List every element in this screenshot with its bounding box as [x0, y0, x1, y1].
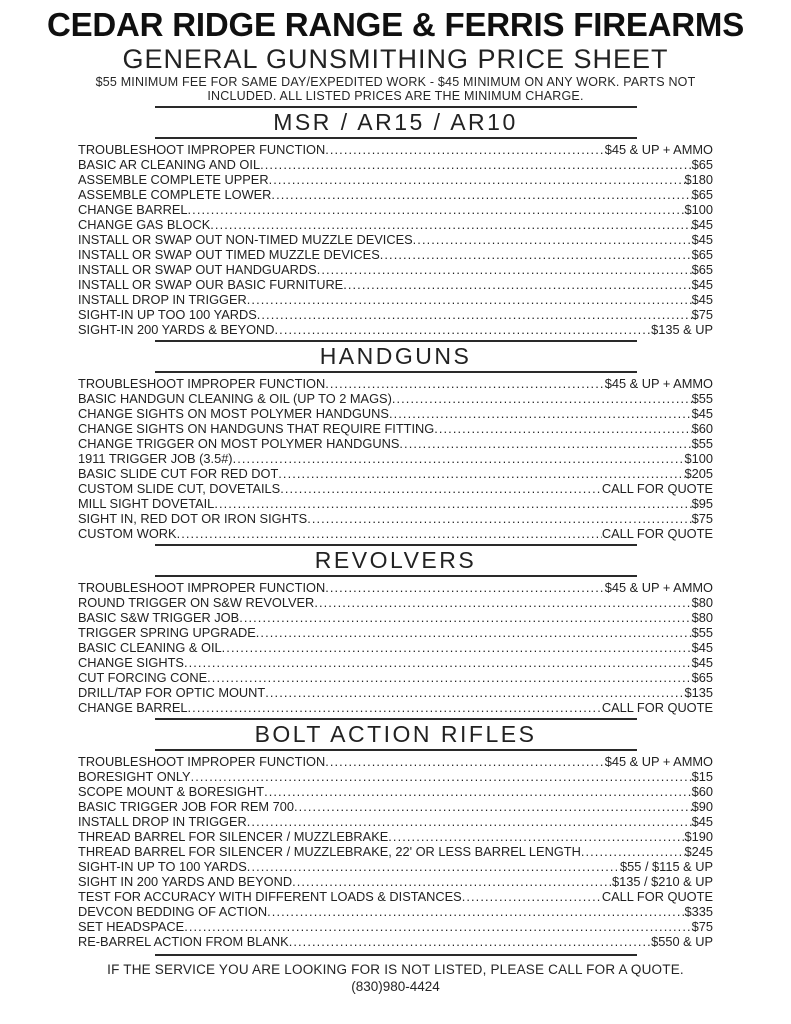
- price-row: [78, 172, 713, 187]
- service-price: $90: [691, 799, 713, 814]
- page-subtitle: GENERAL GUNSMITHING PRICE SHEET: [122, 44, 669, 74]
- sections: [0, 106, 791, 949]
- service-price: $80: [691, 610, 713, 625]
- service-name: DRILL/TAP FOR OPTIC MOUNT: [78, 685, 266, 700]
- service-price: $65: [691, 157, 713, 172]
- dot-leader: [264, 784, 692, 799]
- price-row: [78, 685, 713, 700]
- service-name: TRIGGER SPRING UPGRADE: [78, 625, 256, 640]
- service-price: $75: [691, 307, 713, 322]
- dot-leader: [184, 655, 692, 670]
- service-price: $135: [684, 685, 713, 700]
- dot-leader: [247, 859, 620, 874]
- service-name: BORESIGHT ONLY: [78, 769, 191, 784]
- service-price: $135 / $210 & UP: [611, 874, 713, 889]
- service-price: $55: [691, 436, 713, 451]
- dot-leader: [399, 436, 691, 451]
- service-price: $15: [691, 769, 713, 784]
- section-heading: MSR / AR15 / AR10: [273, 109, 518, 135]
- price-row: [78, 421, 713, 436]
- service-name: CHANGE SIGHTS ON MOST POLYMER HANDGUNS: [78, 406, 389, 421]
- dot-leader: [271, 187, 691, 202]
- dot-leader: [278, 466, 684, 481]
- service-name: SIGHT-IN UP TO 100 YARDS: [78, 859, 247, 874]
- service-name: SIGHT-IN 200 YARDS & BEYOND: [78, 322, 275, 337]
- footer: [0, 954, 791, 996]
- service-price: $335: [684, 904, 713, 919]
- dot-leader: [247, 814, 692, 829]
- service-name: BASIC HANDGUN CLEANING & OIL (UP TO 2 MAGS): [78, 391, 392, 406]
- price-row: [78, 232, 713, 247]
- service-name: ASSEMBLE COMPLETE LOWER: [78, 187, 272, 202]
- service-name: TROUBLESHOOT IMPROPER FUNCTION: [78, 376, 326, 391]
- service-name: TEST FOR ACCURACY WITH DIFFERENT LOADS & DISTANCES: [78, 889, 462, 904]
- price-row: [78, 466, 713, 481]
- dot-leader: [307, 511, 691, 526]
- dot-leader: [210, 217, 691, 232]
- price-row: [78, 142, 713, 157]
- dot-leader: [260, 157, 692, 172]
- service-name: THREAD BARREL FOR SILENCER / MUZZLEBRAKE, 22' OR LESS BARREL LENGTH: [78, 844, 581, 859]
- section-heading: REVOLVERS: [314, 547, 477, 573]
- service-price: $45 & UP + AMMO: [604, 580, 713, 595]
- service-price: $45 & UP + AMMO: [604, 142, 713, 157]
- service-price: $55: [691, 391, 713, 406]
- phone-number: (830)980-4424: [351, 979, 440, 994]
- dot-leader: [289, 934, 651, 949]
- dot-leader: [380, 247, 692, 262]
- price-row: [78, 844, 713, 859]
- service-name: CHANGE BARREL: [78, 700, 188, 715]
- dot-leader: [177, 526, 602, 541]
- dot-leader: [207, 670, 691, 685]
- price-row: [78, 784, 713, 799]
- service-name: 1911 TRIGGER JOB (3.5#): [78, 451, 233, 466]
- dot-leader: [434, 421, 691, 436]
- service-price: CALL FOR QUOTE: [601, 700, 713, 715]
- dot-leader: [275, 322, 652, 337]
- service-name: CHANGE SIGHTS: [78, 655, 184, 670]
- section-header: [155, 340, 637, 373]
- section-divider-top: [155, 544, 637, 546]
- dot-leader: [269, 172, 685, 187]
- service-price: $55: [691, 625, 713, 640]
- service-name: SET HEADSPACE: [78, 919, 185, 934]
- service-name: ROUND TRIGGER ON S&W REVOLVER: [78, 595, 315, 610]
- section-header: [155, 106, 637, 139]
- service-price: $45: [691, 292, 713, 307]
- price-row: [78, 481, 713, 496]
- price-row: [78, 625, 713, 640]
- price-row: [78, 376, 713, 391]
- price-row: [78, 580, 713, 595]
- price-row: [78, 526, 713, 541]
- section-divider-bottom: [155, 575, 637, 577]
- section-divider-top: [155, 340, 637, 342]
- dot-leader: [294, 799, 692, 814]
- dot-leader: [389, 406, 692, 421]
- pricing-note: [0, 76, 791, 103]
- service-name: SIGHT IN, RED DOT OR IRON SIGHTS: [78, 511, 308, 526]
- service-price: $65: [691, 670, 713, 685]
- price-row: [78, 496, 713, 511]
- service-name: SIGHT IN 200 YARDS AND BEYOND: [78, 874, 293, 889]
- section-rows: [78, 376, 713, 541]
- service-price: $45: [691, 655, 713, 670]
- service-price: $45: [691, 814, 713, 829]
- section-divider-top: [155, 106, 637, 108]
- dot-leader: [191, 769, 692, 784]
- service-name: BASIC TRIGGER JOB FOR REM 700: [78, 799, 294, 814]
- price-row: [78, 919, 713, 934]
- service-price: $100: [684, 451, 713, 466]
- dot-leader: [188, 202, 685, 217]
- service-name: CHANGE TRIGGER ON MOST POLYMER HANDGUNS: [78, 436, 400, 451]
- service-name: BASIC AR CLEANING AND OIL: [78, 157, 261, 172]
- dot-leader: [581, 844, 685, 859]
- price-row: [78, 277, 713, 292]
- service-price: $65: [691, 187, 713, 202]
- service-price: $75: [691, 919, 713, 934]
- service-name: MILL SIGHT DOVETAIL: [78, 496, 215, 511]
- price-row: [78, 157, 713, 172]
- price-row: [78, 451, 713, 466]
- service-price: $180: [684, 172, 713, 187]
- section-heading: HANDGUNS: [319, 343, 472, 369]
- service-price: $205: [684, 466, 713, 481]
- dot-leader: [222, 640, 692, 655]
- section-rows: [78, 142, 713, 337]
- price-row: [78, 217, 713, 232]
- section-divider-bottom: [155, 749, 637, 751]
- dot-leader: [325, 580, 605, 595]
- price-row: [78, 406, 713, 421]
- price-row: [78, 292, 713, 307]
- service-name: TROUBLESHOOT IMPROPER FUNCTION: [78, 142, 326, 157]
- price-row: [78, 670, 713, 685]
- dot-leader: [265, 685, 684, 700]
- service-price: $45 & UP + AMMO: [604, 754, 713, 769]
- service-price: $45: [691, 232, 713, 247]
- service-name: RE-BARREL ACTION FROM BLANK: [78, 934, 289, 949]
- service-price: $65: [691, 247, 713, 262]
- dot-leader: [214, 496, 691, 511]
- dot-leader: [184, 919, 691, 934]
- price-row: [78, 934, 713, 949]
- dot-leader: [388, 829, 684, 844]
- service-price: $60: [691, 421, 713, 436]
- service-name: CUSTOM SLIDE CUT, DOVETAILS: [78, 481, 281, 496]
- service-name: CUSTOM WORK: [78, 526, 177, 541]
- service-name: CHANGE SIGHTS ON HANDGUNS THAT REQUIRE FITTING: [78, 421, 435, 436]
- page-title: CEDAR RIDGE RANGE & FERRIS FIREARMS: [46, 6, 745, 43]
- price-row: [78, 610, 713, 625]
- service-price: $45: [691, 640, 713, 655]
- price-row: [78, 595, 713, 610]
- service-name: INSTALL OR SWAP OUR BASIC FURNITURE: [78, 277, 344, 292]
- price-row: [78, 511, 713, 526]
- dot-leader: [256, 625, 692, 640]
- service-name: CHANGE BARREL: [78, 202, 188, 217]
- service-name: BASIC S&W TRIGGER JOB: [78, 610, 240, 625]
- dot-leader: [343, 277, 691, 292]
- service-price: CALL FOR QUOTE: [601, 889, 713, 904]
- price-section: [0, 718, 791, 949]
- service-name: BASIC SLIDE CUT FOR RED DOT: [78, 466, 279, 481]
- service-price: $60: [691, 784, 713, 799]
- service-price: $550 & UP: [651, 934, 713, 949]
- service-name: INSTALL OR SWAP OUT NON-TIMED MUZZLE DEVICES: [78, 232, 413, 247]
- service-name: ASSEMBLE COMPLETE UPPER: [78, 172, 269, 187]
- service-price: CALL FOR QUOTE: [601, 526, 713, 541]
- price-row: [78, 859, 713, 874]
- service-price: $95: [691, 496, 713, 511]
- service-name: DEVCON BEDDING OF ACTION: [78, 904, 268, 919]
- dot-leader: [392, 391, 692, 406]
- service-price: $45: [691, 217, 713, 232]
- service-name: CHANGE GAS BLOCK: [78, 217, 211, 232]
- price-row: [78, 769, 713, 784]
- dot-leader: [247, 292, 692, 307]
- price-row: [78, 640, 713, 655]
- dot-leader: [257, 307, 692, 322]
- dot-leader: [239, 610, 691, 625]
- price-section: [0, 544, 791, 715]
- service-name: SIGHT-IN UP TOO 100 YARDS: [78, 307, 257, 322]
- service-name: INSTALL DROP IN TRIGGER: [78, 292, 247, 307]
- dot-leader: [413, 232, 692, 247]
- service-price: $65: [691, 262, 713, 277]
- dot-leader: [280, 481, 602, 496]
- price-row: [78, 436, 713, 451]
- service-name: SCOPE MOUNT & BORESIGHT: [78, 784, 265, 799]
- section-header: [155, 544, 637, 577]
- dot-leader: [267, 904, 684, 919]
- dot-leader: [462, 889, 602, 904]
- service-name: THREAD BARREL FOR SILENCER / MUZZLEBRAKE: [78, 829, 389, 844]
- price-row: [78, 814, 713, 829]
- price-row: [78, 874, 713, 889]
- service-price: $80: [691, 595, 713, 610]
- service-price: $190: [684, 829, 713, 844]
- price-row: [78, 262, 713, 277]
- dot-leader: [325, 142, 605, 157]
- price-row: [78, 754, 713, 769]
- dot-leader: [314, 595, 691, 610]
- service-name: TROUBLESHOOT IMPROPER FUNCTION: [78, 580, 326, 595]
- dot-leader: [325, 754, 605, 769]
- price-row: [78, 700, 713, 715]
- service-price: $45: [691, 406, 713, 421]
- service-name: INSTALL DROP IN TRIGGER: [78, 814, 247, 829]
- section-rows: [78, 580, 713, 715]
- service-name: INSTALL OR SWAP OUT HANDGUARDS: [78, 262, 317, 277]
- section-rows: [78, 754, 713, 949]
- dot-leader: [233, 451, 685, 466]
- price-row: [78, 889, 713, 904]
- service-name: CUT FORCING CONE: [78, 670, 208, 685]
- price-row: [78, 202, 713, 217]
- price-row: [78, 322, 713, 337]
- service-price: CALL FOR QUOTE: [601, 481, 713, 496]
- price-row: [78, 799, 713, 814]
- service-name: BASIC CLEANING & OIL: [78, 640, 222, 655]
- dot-leader: [317, 262, 692, 277]
- pricing-note-line1: $55 MINIMUM FEE FOR SAME DAY/EXPEDITED WORK - $45 MINIMUM ON ANY WORK. PARTS NOT: [95, 75, 696, 89]
- pricing-note-line2: INCLUDED. ALL LISTED PRICES ARE THE MINIMUM CHARGE.: [207, 88, 584, 103]
- service-price: $45 & UP + AMMO: [604, 376, 713, 391]
- dot-leader: [188, 700, 602, 715]
- service-name: INSTALL OR SWAP OUT TIMED MUZZLE DEVICES: [78, 247, 380, 262]
- service-name: TROUBLESHOOT IMPROPER FUNCTION: [78, 754, 326, 769]
- service-price: $135 & UP: [651, 322, 713, 337]
- service-price: $100: [684, 202, 713, 217]
- price-section: [0, 106, 791, 337]
- service-price: $45: [691, 277, 713, 292]
- section-divider-bottom: [155, 371, 637, 373]
- section-divider-top: [155, 718, 637, 720]
- dot-leader: [292, 874, 612, 889]
- section-heading: BOLT ACTION RIFLES: [254, 721, 537, 747]
- price-row: [78, 307, 713, 322]
- section-divider-bottom: [155, 137, 637, 139]
- price-row: [78, 655, 713, 670]
- footer-divider: [155, 954, 637, 956]
- price-section: [0, 340, 791, 541]
- footer-note: IF THE SERVICE YOU ARE LOOKING FOR IS NOT LISTED, PLEASE CALL FOR A QUOTE.: [107, 962, 684, 977]
- price-row: [78, 904, 713, 919]
- price-row: [78, 391, 713, 406]
- price-row: [78, 247, 713, 262]
- service-price: $75: [691, 511, 713, 526]
- price-row: [78, 829, 713, 844]
- section-header: [155, 718, 637, 751]
- service-price: $55 / $115 & UP: [620, 859, 713, 874]
- service-price: $245: [684, 844, 713, 859]
- price-row: [78, 187, 713, 202]
- dot-leader: [325, 376, 605, 391]
